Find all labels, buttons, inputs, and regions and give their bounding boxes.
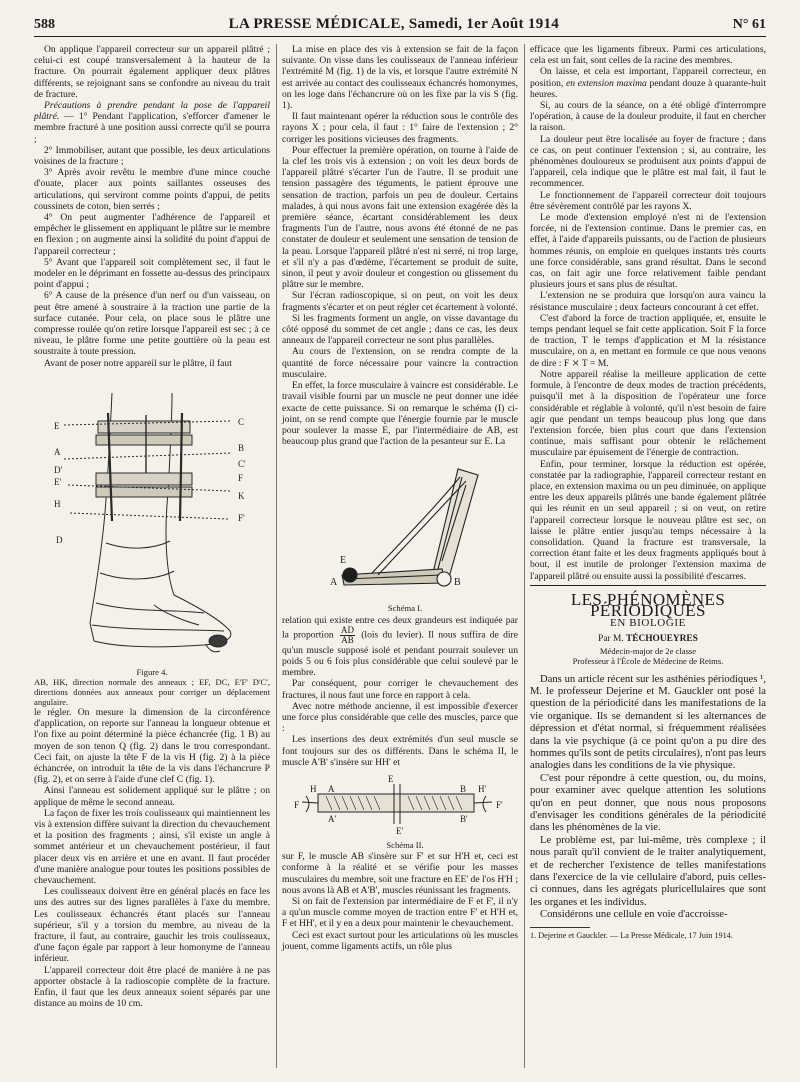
figure-label: E <box>54 420 60 431</box>
schema-label: B' <box>460 813 468 824</box>
article-body <box>530 674 766 922</box>
column-divider <box>524 44 525 1068</box>
paragraph: Avant de poser notre appareil sur le plâtre, il faut <box>44 357 232 369</box>
column-2 <box>282 44 518 952</box>
footnote: 1. Dejerine et Gauckler. — La Presse Médicale, 17 Juin 1914. <box>530 930 733 940</box>
issue-date: Samedi, 1er Août 1914 <box>408 16 560 32</box>
schema-label: F <box>294 799 300 810</box>
figure-caption: AB, HK, direction normale des anneaux ; EF, DC, E'F' D'C', directions données aux anneaux pour corriger un déplacement angulaire. <box>34 676 270 707</box>
figure-label: D <box>56 534 63 545</box>
figure-label: H <box>54 498 61 509</box>
author-name: TÉCHOUEYRES <box>625 634 698 645</box>
paragraph: Le mode d'extension employé n'est ni de l'extension forcée, ni de l'extension continue. Dans le premier cas, en effet, à l'aide d'appareils puissants, ou de l'action de plusieurs hommes réunis, on emploie en quelques instants très courts une force considérable, sans grand résultat. Dans le second cas, on fait agir une force relativement faible pendant plusieurs jours et sans plus de résultat. <box>530 212 766 291</box>
ratio-formula <box>340 626 355 645</box>
column-divider <box>276 44 277 1068</box>
schema-2-bone-diagram <box>282 772 518 838</box>
header-rule <box>34 36 766 37</box>
paragraph: Il faut maintenant opérer la réduction sous le contrôle des rayons X ; pour cela, il faut : 1° faire de l'extension ; 2° corriger les positions vicieuses des fragments. <box>282 111 518 145</box>
paragraph <box>34 100 270 145</box>
paragraph: efficace que les ligaments fibreux. Parmi ces articulations, cela est un fait, sont celles de la racine des membres. <box>530 44 766 67</box>
paragraph: Considérons une cellule en voie d'accroisse- <box>540 909 728 921</box>
paragraph: L'extension ne se produira que lorsqu'on aura vaincu la résistance musculaire ; deux facteurs concourant à cet effet. <box>530 290 766 313</box>
page-header <box>34 16 766 36</box>
paragraph-text: (lois du levier). Il nous suffira de dire qu'un muscle supposé isolé et pendant pourrait soulever un poids 5 ou 6 fois plus considérable que celui soulevé par le membre. <box>282 629 518 679</box>
paragraph: En effet, la force musculaire à vaincre est considérable. Le travail visible fourni par un muscle ne peut donner une idée exacte de cette puissance. Si on remarque le schéma (I) ci-joint, on se rend compte que l'énergie fournie par le muscle pour soulever la masse E, par l'intermédiaire de AB, est beaucoup plus grand que l'action de la pesanteur sur E. La <box>282 380 518 448</box>
paragraph: 3° Après avoir revêtu le membre d'une mince couche d'ouate, placer aux points saillantes osseuses des articulations, qui serviront comme points d'appui, de petits coussinets de coton, bien serrés ; <box>34 167 270 212</box>
paragraph: Ceci est exact surtout pour les articulations où les muscles jouent, comme ligaments actifs, un rôle plus <box>282 929 518 952</box>
paragraph: Si on fait de l'extension par intermédiaire de F et F', il n'y a qu'un muscle comme moyen de traction entre F' et H'H et, F et HH', et il y en a deux pour maintenir le chevauchement. <box>282 895 518 930</box>
paragraph: Avec notre méthode ancienne, il est impossible d'exercer une force plus considérable que celle des muscles, parce que : <box>282 700 518 735</box>
paragraph: 6° A cause de la présence d'un nerf ou d'un vaisseau, on peut être amené à soustraire à la traction une partie de la surface cutanée. Pour cela, on place sous le plâtre une compresse roulée qu'on retire lorsque l'appareil est sec ; à ce niveau, le plâtre forme une petite gouttière où la peau est soustraite à toute pression. <box>34 290 270 358</box>
schema-2-title: Schéma II. <box>386 839 424 850</box>
paragraph: 4° On peut augmenter l'adhérence de l'appareil et empêcher le glissement en appliquant le plâtre sur le membre en flexion ; on augmente ainsi la solidité du point d'appui de l'appareil correcteur ; <box>34 212 270 257</box>
figure-label: C <box>238 416 245 427</box>
author-affiliation: Professeur à l'École de Médecine de Reims. <box>572 655 724 666</box>
page-number: 588 <box>34 17 55 32</box>
paragraph: 2° Immobiliser, autant que possible, les deux articulations voisines de la fracture ; <box>34 144 270 168</box>
paragraph: 5° Avant que l'appareil soit complètement sec, il faut le modeler en le déprimant en fossette au-dessus des principaux point d'appui ; <box>34 256 270 291</box>
paragraph-text: relation qui existe entre ces deux grandeurs est indiquée par la proportion <box>282 614 518 641</box>
paragraph <box>530 66 766 100</box>
paragraph-text: On laisse, et cela est important, l'appareil correcteur, en position, <box>530 66 766 89</box>
paragraph: Si, au cours de la séance, on a été obligé d'interrompre l'opération, à cause de la douleur produite, il faut en chercher la raison. <box>530 100 766 134</box>
author-prefix: Par M. <box>598 634 626 645</box>
figure-label: C' <box>238 458 246 469</box>
paragraph: Les insertions des deux extrémités d'un seul muscle se font toujours sur des os différents. Dans le schéma II, le muscle A'B' s'insère sur HH' et <box>282 734 518 768</box>
paragraph: On applique l'appareil correcteur sur un appareil plâtré ; celui-ci est coupé transversalement à la hauteur de la fracture. On pourrait également appliquer deux plâtres différents, se rejoignant sans se confondre au niveau du trait de fracture. <box>34 44 270 100</box>
author-line <box>530 634 766 645</box>
figure-label: E' <box>54 476 62 487</box>
paragraph: Dans un article récent sur les asthénies périodiques ¹, M. le professeur Dejerine et M. Gauckler ont posé la question de la périodicité dans les manifestations de la vie organique. Ils se demandent si les alternances de dépression et d'état normal, si fréquemment réalisées dans la vie psychique (à ce point qu'on a pu dire des hommes qu'ils sont de petits circulaires), n'ont pas leurs analogies dans les conditions de la vie physique. <box>530 673 766 772</box>
column-3 <box>530 44 766 940</box>
paragraph-text: pendant douze à quarante-huit heures. <box>530 77 766 100</box>
paragraph: Les coulisseaux doivent être en général placés en face les uns des autres sur des lignes parallèles à l'axe du membre. Les coulisseaux échancrés étant placés sur l'anneau supérieur, s'il y a torsion du membre, au niveau de la fracture, il faut, au contraire, gauchir les trois coulisseaux, d'une façon égale par rapport à leur homonyme de l'anneau inférieur. <box>34 886 270 965</box>
figure-label: F' <box>238 512 245 523</box>
article-subtitle: EN BIOLOGIE <box>610 617 686 630</box>
paragraph: Notre appareil réalise la meilleure application de cette formule, à l'encontre de deux modes de traction précédents, puisqu'il met à la disposition de l'opérateur une force considérable et réglable à volonté, qu'il n'est besoin de faire agir que pendant un temps beaucoup plus long que dans l'extension forcée, bien plus court que dans l'extension continue, mais suffisant pour obtenir le relâchement musculaire par épuisement de l'énergie de contraction. <box>530 368 766 459</box>
paragraph: L'appareil correcteur doit être placé de manière à ne pas apporter obstacle à la radioscopie complète de la fracture. Enfin, il faut que les deux anneaux soient séparés par une distance au moins de 10 cm. <box>34 964 270 1010</box>
schema-label: A <box>330 577 338 589</box>
paragraph: C'est d'abord la force de traction appliquée, et, ensuite le temps pendant lequel se fait cette application. Soit F la force de traction, T le temps d'application et M la résistance musculaire, on a, en mettant en formule ce que nous venons de dire : F ⨯ T = M. <box>530 312 766 369</box>
footnote-rule <box>530 927 590 928</box>
ratio-numerator: AD <box>340 624 354 635</box>
journal-name: LA PRESSE MÉDICALE, <box>228 16 405 32</box>
paragraph: Pour effectuer la première opération, on tourne à l'aide de la clef les trois vis à extension ; on voit les deux bords de l'appareil plâtré s'écarter l'un de l'autre. Il se produit une tension passagère des téguments, le patient éprouve une sensation de traction, parfois un peu de douleur. Certains malades, à qui nous avons fait une extension exagérée dès la première séance, écartant considérablement les deux fragments l'un de l'autre, nous avons été étonné de ne pas constater de douleur et seulement une sensation de tension de la peau. Lorsque l'appareil plâtré n'est ni serré, ni trop large, et s'il n'y a pas d'œdème, l'écartement se produit de suite, sinon, il peut y avoir douleur et congestion ou glissement du plâtre sur le membre. <box>282 144 518 291</box>
paragraph: La douleur peut être localisée au foyer de fracture ; dans ce cas, on peut continuer l'extension ; si, au contraire, les phénomènes douloureux se produisent aux points d'appui de l'appareil, cela indique que le plâtre est mal fait, il faut le recommencer. <box>530 133 766 190</box>
paragraph: C'est pour répondre à cette question, ou, du moins, pour examiner avec quelque attention les solutions qu'on en peut donner, que nous nous proposons d'envisager les conditions générales de la périodicité dans les phénomènes de la vie. <box>530 772 766 834</box>
paragraph: sur F, le muscle AB s'insère sur F' et sur H'H et, ceci est conforme à la réalité et se vérifie pour les masses musculaires du membre, soit une fracture en EE' de l'os H'H ; nous avons là AB et A'B', muscles réunissant les fragments. <box>282 851 518 896</box>
paragraph: le régler. On mesure la dimension de la circonférence d'application, on reporte sur l'anneau la longueur obtenue et l'on fixe au point déterminé la pièce échancrée (fig. 1 B) au moyen de son tenon Q (fig. 2) dans le trou correspondant. Ceci fait, on ajuste la tête F de la vis H (fig. 2) à la pièce échancrée, on introduit la tête de la vis dans l'échancrure P (fig. 2), et on serre à l'aide d'une clef C (fig. 1). <box>34 706 270 786</box>
article-title: LES PHÉNOMÈNES PÉRIODIQUES <box>570 589 726 620</box>
author-role: Médecin-major de 2e classe <box>599 645 697 656</box>
paragraph-text: — 1° Pendant l'application, s'efforcer d'amener le membre fracturé à une position aussi correcte qu'il se pourra ; <box>34 111 270 145</box>
section-heading-italic: Précautions à prendre pendant la pose de l'appareil plâtré. <box>34 100 270 123</box>
schema-label: F' <box>496 799 503 810</box>
figure-title: Figure 4. <box>136 666 168 677</box>
figure-4-leg-illustration <box>34 373 270 665</box>
paragraph: Le fonctionnement de l'appareil correcteur doit toujours être sévèrement contrôlé par les rayons X. <box>530 189 766 212</box>
schema-label: E' <box>396 825 404 836</box>
schema-label: H <box>310 783 317 794</box>
figure-label: F <box>238 472 244 483</box>
schema-label: A <box>328 783 335 794</box>
paragraph: Sur l'écran radioscopique, si on peut, on voit les deux fragments s'écarter et on peut régler cet écartement à volonté. <box>282 290 518 313</box>
schema-label: E <box>340 555 347 567</box>
figure-label: D' <box>54 464 63 475</box>
column-1 <box>34 44 270 1009</box>
paragraph: Au cours de l'extension, on se rendra compte de la quantité de force nécessaire pour vaincre la contraction musculaire. <box>282 346 518 380</box>
journal-title-line <box>229 16 559 33</box>
schema-label: H' <box>478 783 487 794</box>
issue-number: N° 61 <box>732 17 766 32</box>
paragraph <box>282 615 518 679</box>
article-continuation <box>530 44 766 586</box>
figure-label: K <box>238 490 245 501</box>
paragraph: Par conséquent, pour corriger le chevauchement des fractures, il nous faut une force en rapport à cela. <box>282 678 518 701</box>
paragraph: Ainsi l'anneau est solidement appliqué sur le plâtre ; on applique de même le second anneau. <box>34 785 270 808</box>
schema-1-lever-diagram <box>282 451 518 601</box>
schema-label: B <box>460 783 467 794</box>
paragraph: Le problème est, par lui-même, très complexe ; il nous paraît qu'il convient de le traiter analytiquement, et de rechercher l'existence de telles manifestations dans l'exercice de la vie cellulaire d'abord, puis celles-ci connues, dans les agrégats pluricellulaires que sont les organes et les individus. <box>530 834 766 908</box>
schema-label: E <box>388 773 394 784</box>
schema-label: B <box>454 577 461 589</box>
ratio-denominator: AB <box>341 634 354 645</box>
paragraph: Enfin, pour terminer, lorsque la réduction est opérée, constatée par la radiographie, l'appareil correcteur restant en place, en extension maxima ou un peu diminuée, on applique entre les deux appareils plâtrés une bande également plâtrée qui les réunit en un seul appareil ; si on veut, on retire l'appareil correcteur lorsque le nouveau plâtre est sec, on laisse le plâtre entier jusqu'au temps nécessaire à la consolidation. Quand la fracture est transversale, la correction étant faite et les deux fragments appliqués bout à bout, il est inutile de prolonger l'extension maxima de l'appareil plâtré ou ensuite aussi la possibilité d'escarres. <box>530 458 766 582</box>
schema-label: A' <box>328 813 337 824</box>
figure-label: B <box>238 442 245 453</box>
schema-1-title: Schéma I. <box>387 603 423 614</box>
italic-phrase: en extension maxima <box>565 77 647 89</box>
figure-label: A <box>54 446 61 457</box>
paragraph: La façon de fixer les trois coulisseaux qui maintiennent les vis à extension diffère suivant la direction du chevauchement et la position des fragments ; ainsi, s'il existe un angle à sommet antérieur et un chevauchement postérieur, il faut placer deux vis en arrière et une en avant. Il faut procéder d'une manière analogue pour toutes les positions possibles de chevauchement. <box>34 807 270 886</box>
paragraph: Si les fragments forment un angle, on visse davantage du côté opposé du sommet de cet angle ; dans ce cas, les deux anneaux de l'appareil correcteur ne sont plus parallèles. <box>282 312 518 347</box>
paragraph: La mise en place des vis à extension se fait de la façon suivante. On visse dans les coulisseaux de l'anneau inférieur l'extrémité M (fig. 1) de la vis, et lorsque l'autre extrémité N est arrivée au contact des coulisseaux échancrés homonymes, on les loge dans l'échancrure où on les fixe par la vis S (fig. 1). <box>282 44 518 112</box>
